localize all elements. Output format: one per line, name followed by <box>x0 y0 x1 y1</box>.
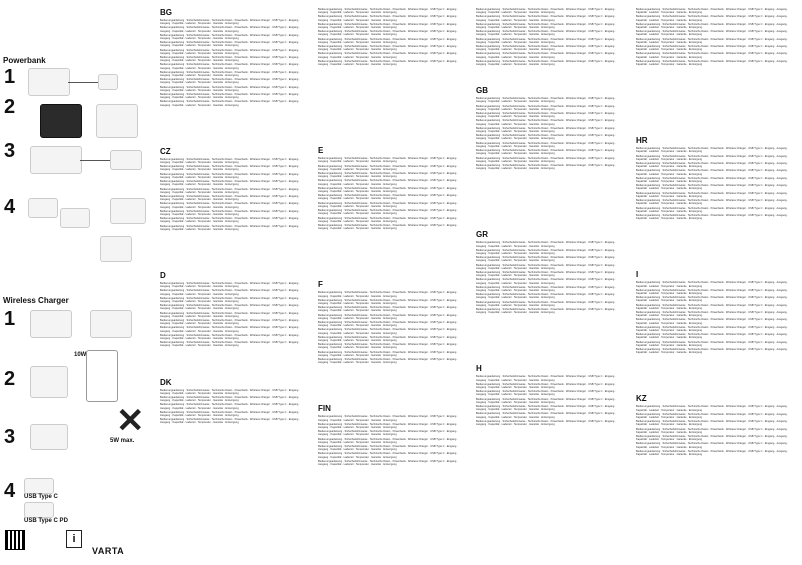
powerbank-dark <box>40 104 82 138</box>
paragraph: Bedienungsanleitung · Sicherheitshinweise · Technische Daten · Powerbank · Wireless Charger · USB Type C · Eingang · Ausgang · Kapazität · Ladezeit · Temperatur · Garantie · Entsorgung <box>318 216 458 223</box>
paragraph: Bedienungsanleitung · Sicherheitshinweise · Technische Daten · Powerbank · Wireless Charger · USB Type C · Eingang · Ausgang · Kapazität · Ladezeit · Temperatur · Garantie · Entsorgung <box>160 281 300 289</box>
paragraph: Bedienungsanleitung · Sicherheitshinweise · Technische Daten · Powerbank · Wireless Charger · USB Type C · Eingang · Ausgang · Kapazität · Ladezeit · Temperatur · Garantie · Entsorgung <box>636 45 789 52</box>
paragraph: Bedienungsanleitung · Sicherheitshinweise · Technische Daten · Powerbank · Wireless Charger · USB Type C · Eingang · Ausgang · Kapazität · Ladezeit · Temperatur · Garantie · Entsorgung <box>476 256 616 263</box>
paragraph: Bedienungsanleitung · Sicherheitshinweise · Technische Daten · Powerbank · Wireless Charger · USB Type C · Eingang · Ausgang · Kapazität · Ladezeit · Temperatur · Garantie · Entsorgung <box>636 22 789 30</box>
lang-heading: KZ <box>636 394 647 404</box>
paragraph: Bedienungsanleitung · Sicherheitshinweise · Technische Daten · Powerbank · Wireless Charger · USB Type C · Eingang · Ausgang · Kapazität · Ladezeit · Temperatur · Garantie · Entsorgung <box>636 199 789 206</box>
paragraph: Bedienungsanleitung · Sicherheitshinweise · Technische Daten · Powerbank · Wireless Charger · USB Type C · Eingang · Ausgang · Kapazität · Ladezeit · Temperatur · Garantie · Entsorgung <box>636 147 789 154</box>
paragraph: Bedienungsanleitung · Sicherheitshinweise · Technische Daten · Powerbank · Wireless Charger · USB Type C · Eingang · Ausgang · Kapazität · Ladezeit · Temperatur · Garantie · Entsorgung <box>160 333 300 340</box>
paragraph: Bedienungsanleitung · Sicherheitshinweise · Technische Daten · Powerbank · Wireless Charger · USB Type C · Eingang · Ausgang · Kapazität · Ladezeit · Temperatur · Garantie · Entsorgung <box>636 52 789 59</box>
paragraph: Bedienungsanleitung · Sicherheitshinweise · Technische Daten · Powerbank · Wireless Charger · USB Type C · Eingang · Ausgang · Kapazität · Ladezeit · Temperatur · Garantie · Entsorgung <box>476 45 616 52</box>
paragraph: Bedienungsanleitung · Sicherheitshinweise · Technische Daten · Powerbank · Wireless Charger · USB Type C · Eingang · Ausgang · Kapazität · Ladezeit · Temperatur · Garantie · Entsorgung <box>318 291 458 298</box>
paragraph: Bedienungsanleitung · Sicherheitshinweise · Technische Daten · Powerbank · Wireless Charger · USB Type C · Eingang · Ausgang · Kapazität · Ladezeit · Temperatur · Garantie · Entsorgung <box>160 157 300 165</box>
paragraph: Bedienungsanleitung · Sicherheitshinweise · Technische Daten · Powerbank · Wireless Charger · USB Type C · Eingang · Ausgang · Kapazität · Ladezeit · Temperatur · Garantie · Entsorgung <box>636 184 789 191</box>
paragraph: Bedienungsanleitung · Sicherheitshinweise · Technische Daten · Powerbank · Wireless Charger · USB Type C · Eingang · Ausgang · Kapazität · Ladezeit · Temperatur · Garantie · Entsorgung <box>318 194 458 201</box>
paragraph: Bedienungsanleitung · Sicherheitshinweise · Technische Daten · Powerbank · Wireless Charger · USB Type C · Eingang · Ausgang · Kapazität · Ladezeit · Temperatur · Garantie · Entsorgung <box>636 288 789 295</box>
paragraph: Bedienungsanleitung · Sicherheitshinweise · Technische Daten · Powerbank · Wireless Charger · USB Type C · Eingang · Ausgang · Kapazität · Ladezeit · Temperatur · Garantie · Entsorgung <box>636 15 789 22</box>
paragraph: Bedienungsanleitung · Sicherheitshinweise · Technische Daten · Powerbank · Wireless Charger · USB Type C · Eingang · Ausgang · Kapazität · Ladezeit · Temperatur · Garantie · Entsorgung <box>160 217 300 224</box>
paragraph: Bedienungsanleitung · Sicherheitshinweise · Technische Daten · Powerbank · Wireless Charger · USB Type C · Eingang · Ausgang · Kapazität · Ladezeit · Temperatur · Garantie · Entsorgung <box>636 333 789 340</box>
paragraph: Bedienungsanleitung · Sicherheitshinweise · Technische Daten · Powerbank · Wireless Charger · USB Type C · Eingang · Ausgang · Kapazität · Ladezeit · Temperatur · Garantie · Entsorgung <box>476 419 616 427</box>
paragraph: Bedienungsanleitung · Sicherheitshinweise · Technische Daten · Powerbank · Wireless Charger · USB Type C · Eingang · Ausgang · Kapazität · Ladezeit · Temperatur · Garantie · Entsorgung <box>636 169 789 176</box>
powerbank-title: Powerbank <box>3 56 46 65</box>
paragraph: Bedienungsanleitung · Sicherheitshinweise · Technische Daten · Powerbank · Wireless Charger · USB Type C · Eingang · Ausgang · Kapazität · Ladezeit · Temperatur · Garantie · Entsorgung <box>318 8 458 15</box>
text-column-3 <box>476 8 626 558</box>
text-column-2 <box>318 8 468 558</box>
paragraph: Bedienungsanleitung · Sicherheitshinweise · Technische Daten · Powerbank · Wireless Charger · USB Type C · Eingang · Ausgang · Kapazität · Ladezeit · Temperatur · Garantie · Entsorgung <box>160 326 300 333</box>
paragraph: Bedienungsanleitung · Sicherheitshinweise · Technische Daten · Powerbank · Wireless Charger · USB Type C · Eingang · Ausgang · Kapazität · Ladezeit · Temperatur · Garantie · Entsorgung <box>636 30 789 37</box>
lang-heading: GB <box>476 86 488 96</box>
lang-heading: H <box>476 364 482 374</box>
paragraph: Bedienungsanleitung · Sicherheitshinweise · Technische Daten · Powerbank · Wireless Charger · USB Type C · Eingang · Ausgang · Kapazität · Ladezeit · Temperatur · Garantie · Entsorgung <box>160 19 300 26</box>
paragraph: Bedienungsanleitung · Sicherheitshinweise · Technische Daten · Powerbank · Wireless Charger · USB Type C · Eingang · Ausgang · Kapazität · Ladezeit · Temperatur · Garantie · Entsorgung <box>636 449 789 457</box>
paragraph: Bedienungsanleitung · Sicherheitshinweise · Technische Daten · Powerbank · Wireless Charger · USB Type C · Eingang · Ausgang · Kapazität · Ladezeit · Temperatur · Garantie · Entsorgung <box>318 328 458 335</box>
label-10w: 10W <box>74 352 87 358</box>
lang-heading: FIN <box>318 404 331 414</box>
paragraph: Bedienungsanleitung · Sicherheitshinweise · Technische Daten · Powerbank · Wireless Charger · USB Type C · Eingang · Ausgang · Kapazität · Ladezeit · Temperatur · Garantie · Entsorgung <box>160 403 300 410</box>
paragraph: Bedienungsanleitung · Sicherheitshinweise · Technische Daten · Powerbank · Wireless Charger · USB Type C · Eingang · Ausgang · Kapazität · Ladezeit · Temperatur · Garantie · Entsorgung <box>476 300 616 307</box>
cross-icon: ✕ <box>116 402 145 440</box>
step-3: 3 <box>4 140 16 162</box>
paragraph: Bedienungsanleitung · Sicherheitshinweise · Technische Daten · Powerbank · Wireless Charger · USB Type C · Eingang · Ausgang · Kapazität · Ladezeit · Temperatur · Garantie · Entsorgung <box>476 390 616 397</box>
device-b <box>60 208 90 228</box>
wireless-charge <box>30 366 68 398</box>
lang-heading: BG <box>160 8 172 17</box>
qr-code <box>5 530 25 550</box>
cable <box>68 82 98 83</box>
paragraph: Bedienungsanleitung · Sicherheitshinweise · Technische Daten · Powerbank · Wireless Charger · USB Type C · Eingang · Ausgang · Kapazität · Ladezeit · Temperatur · Garantie · Entsorgung <box>318 430 458 437</box>
paragraph: Bedienungsanleitung · Sicherheitshinweise · Technische Daten · Powerbank · Wireless Charger · USB Type C · Eingang · Ausgang · Kapazität · Ladezeit · Temperatur · Garantie · Entsorgung <box>160 26 300 33</box>
paragraph: Bedienungsanleitung · Sicherheitshinweise · Technische Daten · Powerbank · Wireless Charger · USB Type C · Eingang · Ausgang · Kapazität · Ladezeit · Temperatur · Garantie · Entsorgung <box>636 37 789 44</box>
wireless-step-3: 3 <box>4 426 16 448</box>
paragraph: Bedienungsanleitung · Sicherheitshinweise · Technische Daten · Powerbank · Wireless Charger · USB Type C · Eingang · Ausgang · Kapazität · Ladezeit · Temperatur · Garantie · Entsorgung <box>476 104 616 111</box>
paragraph: Bedienungsanleitung · Sicherheitshinweise · Technische Daten · Powerbank · Wireless Charger · USB Type C · Eingang · Ausgang · Kapazität · Ladezeit · Temperatur · Garantie · Entsorgung <box>476 30 616 37</box>
label-usb-c-pd: USB Type C PD <box>24 518 68 524</box>
device-a <box>28 198 58 218</box>
paragraph: Bedienungsanleitung · Sicherheitshinweise · Technische Daten · Powerbank · Wireless Charger · USB Type C · Eingang · Ausgang · Kapazität · Ladezeit · Temperatur · Garantie · Entsorgung <box>318 164 458 171</box>
wireless-title: Wireless Charger <box>3 296 69 305</box>
paragraph: Bedienungsanleitung · Sicherheitshinweise · Technische Daten · Powerbank · Wireless Charger · USB Type C · Eingang · Ausgang · Kapazität · Ladezeit · Temperatur · Garantie · Entsorgung <box>476 126 616 134</box>
paragraph: Bedienungsanleitung · Sicherheitshinweise · Technische Daten · Powerbank · Wireless Charger · USB Type C · Eingang · Ausgang · Kapazität · Ladezeit · Temperatur · Garantie · Entsorgung <box>318 179 458 186</box>
paragraph: Bedienungsanleitung · Sicherheitshinweise · Technische Daten · Powerbank · Wireless Charger · USB Type C · Eingang · Ausgang · Kapazität · Ladezeit · Temperatur · Garantie · Entsorgung <box>476 382 616 389</box>
paragraph: Bedienungsanleitung · Sicherheitshinweise · Technische Daten · Powerbank · Wireless Charger · USB Type C · Eingang · Ausgang · Kapazität · Ladezeit · Temperatur · Garantie · Entsorgung <box>160 165 300 172</box>
paragraph: Bedienungsanleitung · Sicherheitshinweise · Technische Daten · Powerbank · Wireless Charger · USB Type C · Eingang · Ausgang · Kapazität · Ladezeit · Temperatur · Garantie · Entsorgung <box>160 209 300 216</box>
text-column-4 <box>636 8 796 558</box>
usb-device-1 <box>24 478 54 494</box>
wireless-step-2: 2 <box>4 368 16 390</box>
lang-heading: E <box>318 146 324 156</box>
paragraph: Bedienungsanleitung · Sicherheitshinweise · Technische Daten · Powerbank · Wireless Charger · USB Type C · Eingang · Ausgang · Kapazität · Ladezeit · Temperatur · Garantie · Entsorgung <box>318 313 458 320</box>
paragraph: Bedienungsanleitung · Sicherheitshinweise · Technische Daten · Powerbank · Wireless Charger · USB Type C · Eingang · Ausgang · Kapazität · Ladezeit · Temperatur · Garantie · Entsorgung <box>636 405 789 412</box>
paragraph: Bedienungsanleitung · Sicherheitshinweise · Technische Daten · Powerbank · Wireless Charger · USB Type C · Eingang · Ausgang · Kapazität · Ladezeit · Temperatur · Garantie · Entsorgung <box>636 325 789 332</box>
paragraph: Bedienungsanleitung · Sicherheitshinweise · Technische Daten · Powerbank · Wireless Charger · USB Type C · Eingang · Ausgang · Kapazität · Ladezeit · Temperatur · Garantie · Entsorgung <box>318 437 458 444</box>
paragraph: Bedienungsanleitung · Sicherheitshinweise · Technische Daten · Powerbank · Wireless Charger · USB Type C · Eingang · Ausgang · Kapazität · Ladezeit · Temperatur · Garantie · Entsorgung <box>636 191 789 198</box>
paragraph: Bedienungsanleitung · Sicherheitshinweise · Technische Daten · Powerbank · Wireless Charger · USB Type C · Eingang · Ausgang · Kapazität · Ladezeit · Temperatur · Garantie · Entsorgung <box>318 30 458 37</box>
usb-device-2 <box>24 502 54 518</box>
wireless-step-4: 4 <box>4 480 16 502</box>
paragraph: Bedienungsanleitung · Sicherheitshinweise · Technische Daten · Powerbank · Wireless Charger · USB Type C · Eingang · Ausgang · Kapazität · Ladezeit · Temperatur · Garantie · Entsorgung <box>318 52 458 59</box>
paragraph: Bedienungsanleitung · Sicherheitshinweise · Technische Daten · Powerbank · Wireless Charger · USB Type C · Eingang · Ausgang · Kapazität · Ladezeit · Temperatur · Garantie · Entsorgung <box>318 172 458 179</box>
paragraph: Bedienungsanleitung · Sicherheitshinweise · Technische Daten · Powerbank · Wireless Charger · USB Type C · Eingang · Ausgang · Kapazität · Ladezeit · Temperatur · Garantie · Entsorgung <box>476 375 616 382</box>
paragraph: Bedienungsanleitung · Sicherheitshinweise · Technische Daten · Powerbank · Wireless Charger · USB Type C · Eingang · Ausgang · Kapazität · Ladezeit · Temperatur · Garantie · Entsorgung <box>476 405 616 412</box>
paragraph: Bedienungsanleitung · Sicherheitshinweise · Technische Daten · Powerbank · Wireless Charger · USB Type C · Eingang · Ausgang · Kapazität · Ladezeit · Temperatur · Garantie · Entsorgung <box>476 163 616 171</box>
paragraph: Bedienungsanleitung · Sicherheitshinweise · Technische Daten · Powerbank · Wireless Charger · USB Type C · Eingang · Ausgang · Kapazität · Ladezeit · Temperatur · Garantie · Entsorgung <box>160 296 300 303</box>
paragraph: Bedienungsanleitung · Sicherheitshinweise · Technische Daten · Powerbank · Wireless Charger · USB Type C · Eingang · Ausgang · Kapazität · Ladezeit · Temperatur · Garantie · Entsorgung <box>476 241 616 248</box>
paragraph: Bedienungsanleitung · Sicherheitshinweise · Technische Daten · Powerbank · Wireless Charger · USB Type C · Eingang · Ausgang · Kapazität · Ladezeit · Temperatur · Garantie · Entsorgung <box>476 37 616 44</box>
paragraph: Bedienungsanleitung · Sicherheitshinweise · Technische Daten · Powerbank · Wireless Charger · USB Type C · Eingang · Ausgang · Kapazität · Ladezeit · Temperatur · Garantie · Entsorgung <box>160 410 300 418</box>
paragraph: Bedienungsanleitung · Sicherheitshinweise · Technische Daten · Powerbank · Wireless Charger · USB Type C · Eingang · Ausgang · Kapazität · Ladezeit · Temperatur · Garantie · Entsorgung <box>636 281 789 288</box>
paragraph: Bedienungsanleitung · Sicherheitshinweise · Technische Daten · Powerbank · Wireless Charger · USB Type C · Eingang · Ausgang · Kapazität · Ladezeit · Temperatur · Garantie · Entsorgung <box>160 180 300 187</box>
step-2: 2 <box>4 96 16 118</box>
paragraph: Bedienungsanleitung · Sicherheitshinweise · Technische Daten · Powerbank · Wireless Charger · USB Type C · Eingang · Ausgang · Kapazität · Ladezeit · Temperatur · Garantie · Entsorgung <box>476 22 616 30</box>
paragraph: Bedienungsanleitung · Sicherheitshinweise · Technische Daten · Powerbank · Wireless Charger · USB Type C · Eingang · Ausgang · Kapazität · Ladezeit · Temperatur · Garantie · Entsorgung <box>318 350 458 357</box>
paragraph: Bedienungsanleitung · Sicherheitshinweise · Technische Daten · Powerbank · Wireless Charger · USB Type C · Eingang · Ausgang · Kapazität · Ladezeit · Temperatur · Garantie · Entsorgung <box>636 435 789 442</box>
paragraph: Bedienungsanleitung · Sicherheitshinweise · Technische Daten · Powerbank · Wireless Charger · USB Type C · Eingang · Ausgang · Kapazität · Ladezeit · Temperatur · Garantie · Entsorgung <box>318 223 458 231</box>
step-4: 4 <box>4 196 16 218</box>
powerbank-charge <box>30 146 82 174</box>
paragraph: Bedienungsanleitung · Sicherheitshinweise · Technische Daten · Powerbank · Wireless Charger · USB Type C · Eingang · Ausgang · Kapazität · Ladezeit · Temperatur · Garantie · Entsorgung <box>318 186 458 194</box>
paragraph: Bedienungsanleitung · Sicherheitshinweise · Technische Daten · Powerbank · Wireless Charger · USB Type C · Eingang · Ausgang · Kapazität · Ladezeit · Temperatur · Garantie · Entsorgung <box>318 422 458 429</box>
paragraph: Bedienungsanleitung · Sicherheitshinweise · Technische Daten · Powerbank · Wireless Charger · USB Type C · Eingang · Ausgang · Kapazität · Ladezeit · Temperatur · Garantie · Entsorgung <box>476 59 616 67</box>
paragraph: Bedienungsanleitung · Sicherheitshinweise · Technische Daten · Powerbank · Wireless Charger · USB Type C · Eingang · Ausgang · Kapazität · Ladezeit · Temperatur · Garantie · Entsorgung <box>476 149 616 156</box>
paragraph: Bedienungsanleitung · Sicherheitshinweise · Technische Daten · Powerbank · Wireless Charger · USB Type C · Eingang · Ausgang · Kapazität · Ladezeit · Temperatur · Garantie · Entsorgung <box>636 420 789 427</box>
paragraph: Bedienungsanleitung · Sicherheitshinweise · Technische Daten · Powerbank · Wireless Charger · USB Type C · Eingang · Ausgang · Kapazität · Ladezeit · Temperatur · Garantie · Entsorgung <box>636 427 789 434</box>
varta-logo: VARTA <box>92 546 125 556</box>
paragraph: Bedienungsanleitung · Sicherheitshinweise · Technische Daten · Powerbank · Wireless Charger · USB Type C · Eingang · Ausgang · Kapazität · Ladezeit · Temperatur · Garantie · Entsorgung <box>160 56 300 63</box>
paragraph: Bedienungsanleitung · Sicherheitshinweise · Technische Daten · Powerbank · Wireless Charger · USB Type C · Eingang · Ausgang · Kapazität · Ladezeit · Temperatur · Garantie · Entsorgung <box>160 396 300 403</box>
paragraph: Bedienungsanleitung · Sicherheitshinweise · Technische Daten · Powerbank · Wireless Charger · USB Type C · Eingang · Ausgang · Kapazität · Ladezeit · Temperatur · Garantie · Entsorgung <box>318 59 458 67</box>
lang-heading: CZ <box>160 146 171 156</box>
paragraph: Bedienungsanleitung · Sicherheitshinweise · Technische Daten · Powerbank · Wireless Charger · USB Type C · Eingang · Ausgang · Kapazität · Ladezeit · Temperatur · Garantie · Entsorgung <box>318 298 458 305</box>
paragraph: Bedienungsanleitung · Sicherheitshinweise · Technische Daten · Powerbank · Wireless Charger · USB Type C · Eingang · Ausgang · Kapazität · Ladezeit · Temperatur · Garantie · Entsorgung <box>476 141 616 148</box>
illustration-column <box>0 0 150 565</box>
paragraph: Bedienungsanleitung · Sicherheitshinweise · Technische Daten · Powerbank · Wireless Charger · USB Type C · Eingang · Ausgang · Kapazität · Ladezeit · Temperatur · Garantie · Entsorgung <box>160 33 300 41</box>
paragraph: Bedienungsanleitung · Sicherheitshinweise · Technische Daten · Powerbank · Wireless Charger · USB Type C · Eingang · Ausgang · Kapazität · Ladezeit · Temperatur · Garantie · Entsorgung <box>476 134 616 141</box>
wireless-pad-3 <box>30 424 68 450</box>
paragraph: Bedienungsanleitung · Sicherheitshinweise · Technische Daten · Powerbank · Wireless Charger · USB Type C · Eingang · Ausgang · Kapazität · Ladezeit · Temperatur · Garantie · Entsorgung <box>160 388 300 395</box>
paragraph: Bedienungsanleitung · Sicherheitshinweise · Technische Daten · Powerbank · Wireless Charger · USB Type C · Eingang · Ausgang · Kapazität · Ladezeit · Temperatur · Garantie · Entsorgung <box>636 442 789 449</box>
paragraph: Bedienungsanleitung · Sicherheitshinweise · Technische Daten · Powerbank · Wireless Charger · USB Type C · Eingang · Ausgang · Kapazität · Ladezeit · Temperatur · Garantie · Entsorgung <box>636 176 789 184</box>
paragraph: Bedienungsanleitung · Sicherheitshinweise · Technische Daten · Powerbank · Wireless Charger · USB Type C · Eingang · Ausgang · Kapazität · Ladezeit · Temperatur · Garantie · Entsorgung <box>636 213 789 221</box>
paragraph: Bedienungsanleitung · Sicherheitshinweise · Technische Daten · Powerbank · Wireless Charger · USB Type C · Eingang · Ausgang · Kapazität · Ladezeit · Temperatur · Garantie · Entsorgung <box>636 318 789 325</box>
paragraph: Bedienungsanleitung · Sicherheitshinweise · Technische Daten · Powerbank · Wireless Charger · USB Type C · Eingang · Ausgang · Kapazität · Ladezeit · Temperatur · Garantie · Entsorgung <box>318 45 458 52</box>
paragraph: Bedienungsanleitung · Sicherheitshinweise · Technische Daten · Powerbank · Wireless Charger · USB Type C · Eingang · Ausgang · Kapazität · Ladezeit · Temperatur · Garantie · Entsorgung <box>476 293 616 300</box>
paragraph: Bedienungsanleitung · Sicherheitshinweise · Technische Daten · Powerbank · Wireless Charger · USB Type C · Eingang · Ausgang · Kapazität · Ladezeit · Temperatur · Garantie · Entsorgung <box>476 52 616 59</box>
wireless-step-1: 1 <box>4 308 16 330</box>
lang-heading: DK <box>160 377 172 387</box>
paragraph: Bedienungsanleitung · Sicherheitshinweise · Technische Daten · Powerbank · Wireless Charger · USB Type C · Eingang · Ausgang · Kapazität · Ladezeit · Temperatur · Garantie · Entsorgung <box>476 156 616 163</box>
paragraph: Bedienungsanleitung · Sicherheitshinweise · Technische Daten · Powerbank · Wireless Charger · USB Type C · Eingang · Ausgang · Kapazität · Ladezeit · Temperatur · Garantie · Entsorgung <box>476 248 616 255</box>
label-usb-c: USB Type C <box>24 494 58 500</box>
paragraph: Bedienungsanleitung · Sicherheitshinweise · Technische Daten · Powerbank · Wireless Charger · USB Type C · Eingang · Ausgang · Kapazität · Ladezeit · Temperatur · Garantie · Entsorgung <box>636 340 789 347</box>
paragraph: Bedienungsanleitung · Sicherheitshinweise · Technische Daten · Powerbank · Wireless Charger · USB Type C · Eingang · Ausgang · Kapazität · Ladezeit · Temperatur · Garantie · Entsorgung <box>160 187 300 194</box>
paragraph: Bedienungsanleitung · Sicherheitshinweise · Technische Daten · Powerbank · Wireless Charger · USB Type C · Eingang · Ausgang · Kapazität · Ladezeit · Temperatur · Garantie · Entsorgung <box>318 157 458 164</box>
lang-heading: HR <box>636 136 648 146</box>
paragraph: Bedienungsanleitung · Sicherheitshinweise · Technische Daten · Powerbank · Wireless Charger · USB Type C · Eingang · Ausgang · Kapazität · Ladezeit · Temperatur · Garantie · Entsorgung <box>636 310 789 318</box>
paragraph: Bedienungsanleitung · Sicherheitshinweise · Technische Daten · Powerbank · Wireless Charger · USB Type C · Eingang · Ausgang · Kapazität · Ladezeit · Temperatur · Garantie · Entsorgung <box>160 341 300 348</box>
paragraph: Bedienungsanleitung · Sicherheitshinweise · Technische Daten · Powerbank · Wireless Charger · USB Type C · Eingang · Ausgang · Kapazität · Ladezeit · Temperatur · Garantie · Entsorgung <box>318 335 458 342</box>
paragraph: Bedienungsanleitung · Sicherheitshinweise · Technische Daten · Powerbank · Wireless Charger · USB Type C · Eingang · Ausgang · Kapazität · Ladezeit · Temperatur · Garantie · Entsorgung <box>160 194 300 202</box>
paragraph: Bedienungsanleitung · Sicherheitshinweise · Technische Daten · Powerbank · Wireless Charger · USB Type C · Eingang · Ausgang · Kapazität · Ladezeit · Temperatur · Garantie · Entsorgung <box>636 154 789 161</box>
paragraph: Bedienungsanleitung · Sicherheitshinweise · Technische Daten · Powerbank · Wireless Charger · USB Type C · Eingang · Ausgang · Kapazität · Ladezeit · Temperatur · Garantie · Entsorgung <box>476 8 616 15</box>
paragraph: Bedienungsanleitung · Sicherheitshinweise · Technische Daten · Powerbank · Wireless Charger · USB Type C · Eingang · Ausgang · Kapazität · Ladezeit · Temperatur · Garantie · Entsorgung <box>318 15 458 22</box>
paragraph: Bedienungsanleitung · Sicherheitshinweise · Technische Daten · Powerbank · Wireless Charger · USB Type C · Eingang · Ausgang · Kapazität · Ladezeit · Temperatur · Garantie · Entsorgung <box>636 412 789 419</box>
paragraph: Bedienungsanleitung · Sicherheitshinweise · Technische Daten · Powerbank · Wireless Charger · USB Type C · Eingang · Ausgang · Kapazität · Ladezeit · Temperatur · Garantie · Entsorgung <box>318 445 458 452</box>
paragraph: Bedienungsanleitung · Sicherheitshinweise · Technische Daten · Powerbank · Wireless Charger · USB Type C · Eingang · Ausgang · Kapazität · Ladezeit · Temperatur · Garantie · Entsorgung <box>160 304 300 311</box>
paragraph: Bedienungsanleitung · Sicherheitshinweise · Technische Daten · Powerbank · Wireless Charger · USB Type C · Eingang · Ausgang · Kapazität · Ladezeit · Temperatur · Garantie · Entsorgung <box>476 112 616 119</box>
lang-heading: I <box>636 270 639 280</box>
paragraph: Bedienungsanleitung · Sicherheitshinweise · Technische Daten · Powerbank · Wireless Charger · USB Type C · Eingang · Ausgang · Kapazität · Ladezeit · Temperatur · Garantie · Entsorgung <box>160 48 300 55</box>
paragraph: Bedienungsanleitung · Sicherheitshinweise · Technische Daten · Powerbank · Wireless Charger · USB Type C · Eingang · Ausgang · Kapazität · Ladezeit · Temperatur · Garantie · Entsorgung <box>160 418 300 425</box>
paragraph: Bedienungsanleitung · Sicherheitshinweise · Technische Daten · Powerbank · Wireless Charger · USB Type C · Eingang · Ausgang · Kapazität · Ladezeit · Temperatur · Garantie · Entsorgung <box>160 172 300 179</box>
paragraph: Bedienungsanleitung · Sicherheitshinweise · Technische Daten · Powerbank · Wireless Charger · USB Type C · Eingang · Ausgang · Kapazität · Ladezeit · Temperatur · Garantie · Entsorgung <box>636 296 789 303</box>
paragraph: Bedienungsanleitung · Sicherheitshinweise · Technische Daten · Powerbank · Wireless Charger · USB Type C · Eingang · Ausgang · Kapazität · Ladezeit · Temperatur · Garantie · Entsorgung <box>160 202 300 209</box>
paragraph: Bedienungsanleitung · Sicherheitshinweise · Technische Daten · Powerbank · Wireless Charger · USB Type C · Eingang · Ausgang · Kapazität · Ladezeit · Temperatur · Garantie · Entsorgung <box>318 37 458 44</box>
paragraph: Bedienungsanleitung · Sicherheitshinweise · Technische Daten · Powerbank · Wireless Charger · USB Type C · Eingang · Ausgang · Kapazität · Ladezeit · Temperatur · Garantie · Entsorgung <box>160 63 300 70</box>
paragraph: Bedienungsanleitung · Sicherheitshinweise · Technische Daten · Powerbank · Wireless Charger · USB Type C · Eingang · Ausgang · Kapazität · Ladezeit · Temperatur · Garantie · Entsorgung <box>160 41 300 48</box>
lang-heading: F <box>318 280 323 290</box>
paragraph: Bedienungsanleitung · Sicherheitshinweise · Technische Daten · Powerbank · Wireless Charger · USB Type C · Eingang · Ausgang · Kapazität · Ladezeit · Temperatur · Garantie · Entsorgung <box>318 201 458 208</box>
paragraph: Bedienungsanleitung · Sicherheitshinweise · Technische Daten · Powerbank · Wireless Charger · USB Type C · Eingang · Ausgang · Kapazität · Ladezeit · Temperatur · Garantie · Entsorgung <box>636 8 789 15</box>
paragraph: Bedienungsanleitung · Sicherheitshinweise · Technische Daten · Powerbank · Wireless Charger · USB Type C · Eingang · Ausgang · Kapazität · Ladezeit · Temperatur · Garantie · Entsorgung <box>160 224 300 231</box>
wireless-pad-2 <box>90 310 132 338</box>
powerbank-illustration <box>28 68 70 96</box>
paragraph: Bedienungsanleitung · Sicherheitshinweise · Technische Daten · Powerbank · Wireless Charger · USB Type C · Eingang · Ausgang · Kapazität · Ladezeit · Temperatur · Garantie · Entsorgung <box>160 289 300 296</box>
paragraph: Bedienungsanleitung · Sicherheitshinweise · Technische Daten · Powerbank · Wireless Charger · USB Type C · Eingang · Ausgang · Kapazität · Ladezeit · Temperatur · Garantie · Entsorgung <box>318 320 458 328</box>
paragraph: Bedienungsanleitung · Sicherheitshinweise · Technische Daten · Powerbank · Wireless Charger · USB Type C · Eingang · Ausgang · Kapazität · Ladezeit · Temperatur · Garantie · Entsorgung <box>160 93 300 100</box>
paragraph: Bedienungsanleitung · Sicherheitshinweise · Technische Daten · Powerbank · Wireless Charger · USB Type C · Eingang · Ausgang · Kapazität · Ladezeit · Temperatur · Garantie · Entsorgung <box>476 412 616 419</box>
charger-illustration <box>98 74 118 90</box>
step-1: 1 <box>4 66 16 88</box>
paragraph: Bedienungsanleitung · Sicherheitshinweise · Technische Daten · Powerbank · Wireless Charger · USB Type C · Eingang · Ausgang · Kapazität · Ladezeit · Temperatur · Garantie · Entsorgung <box>318 343 458 350</box>
paragraph: Bedienungsanleitung · Sicherheitshinweise · Technische Daten · Powerbank · Wireless Charger · USB Type C · Eingang · Ausgang · Kapazität · Ladezeit · Temperatur · Garantie · Entsorgung <box>160 78 300 85</box>
paragraph: Bedienungsanleitung · Sicherheitshinweise · Technische Daten · Powerbank · Wireless Charger · USB Type C · Eingang · Ausgang · Kapazität · Ladezeit · Temperatur · Garantie · Entsorgung <box>476 307 616 315</box>
paragraph: Bedienungsanleitung · Sicherheitshinweise · Technische Daten · Powerbank · Wireless Charger · USB Type C · Eingang · Ausgang · Kapazität · Ladezeit · Temperatur · Garantie · Entsorgung <box>636 162 789 169</box>
paragraph: Bedienungsanleitung · Sicherheitshinweise · Technische Daten · Powerbank · Wireless Charger · USB Type C · Eingang · Ausgang · Kapazität · Ladezeit · Temperatur · Garantie · Entsorgung <box>476 15 616 22</box>
device-d <box>100 236 132 262</box>
paragraph: Bedienungsanleitung · Sicherheitshinweise · Technische Daten · Powerbank · Wireless Charger · USB Type C · Eingang · Ausgang · Kapazität · Ladezeit · Temperatur · Garantie · Entsorgung <box>160 318 300 326</box>
paragraph: Bedienungsanleitung · Sicherheitshinweise · Technische Daten · Powerbank · Wireless Charger · USB Type C · Eingang · Ausgang · Kapazität · Ladezeit · Temperatur · Garantie · Entsorgung <box>318 415 458 422</box>
info-icon: i <box>66 530 82 548</box>
paragraph: Bedienungsanleitung · Sicherheitshinweise · Technische Daten · Powerbank · Wireless Charger · USB Type C · Eingang · Ausgang · Kapazität · Ladezeit · Temperatur · Garantie · Entsorgung <box>318 22 458 30</box>
paragraph: Bedienungsanleitung · Sicherheitshinweise · Technische Daten · Powerbank · Wireless Charger · USB Type C · Eingang · Ausgang · Kapazität · Ladezeit · Temperatur · Garantie · Entsorgung <box>476 285 616 292</box>
powerbank-led <box>110 150 142 170</box>
wireless-pad <box>30 310 72 338</box>
paragraph: Bedienungsanleitung · Sicherheitshinweise · Technische Daten · Powerbank · Wireless Charger · USB Type C · Eingang · Ausgang · Kapazität · Ladezeit · Temperatur · Garantie · Entsorgung <box>318 306 458 313</box>
paragraph: Bedienungsanleitung · Sicherheitshinweise · Technische Daten · Powerbank · Wireless Charger · USB Type C · Eingang · Ausgang · Kapazität · Ladezeit · Temperatur · Garantie · Entsorgung <box>160 70 300 78</box>
phone-illustration <box>86 350 118 402</box>
paragraph: Bedienungsanleitung · Sicherheitshinweise · Technische Daten · Powerbank · Wireless Charger · USB Type C · Eingang · Ausgang · Kapazität · Ladezeit · Temperatur · Garantie · Entsorgung <box>636 347 789 355</box>
paragraph: Bedienungsanleitung · Sicherheitshinweise · Technische Daten · Powerbank · Wireless Charger · USB Type C · Eingang · Ausgang · Kapazität · Ladezeit · Temperatur · Garantie · Entsorgung <box>476 278 616 285</box>
paragraph: Bedienungsanleitung · Sicherheitshinweise · Technische Daten · Powerbank · Wireless Charger · USB Type C · Eingang · Ausgang · Kapazität · Ladezeit · Temperatur · Garantie · Entsorgung <box>476 397 616 404</box>
lang-heading: D <box>160 270 166 280</box>
powerbank-light <box>96 104 138 138</box>
label-5w: 5W max. <box>110 438 135 444</box>
paragraph: Bedienungsanleitung · Sicherheitshinweise · Technische Daten · Powerbank · Wireless Charger · USB Type C · Eingang · Ausgang · Kapazität · Ladezeit · Temperatur · Garantie · Entsorgung <box>636 59 789 67</box>
paragraph: Bedienungsanleitung · Sicherheitshinweise · Technische Daten · Powerbank · Wireless Charger · USB Type C · Eingang · Ausgang · Kapazität · Ladezeit · Temperatur · Garantie · Entsorgung <box>318 452 458 459</box>
paragraph: Bedienungsanleitung · Sicherheitshinweise · Technische Daten · Powerbank · Wireless Charger · USB Type C · Eingang · Ausgang · Kapazität · Ladezeit · Temperatur · Garantie · Entsorgung <box>636 206 789 213</box>
paragraph: Bedienungsanleitung · Sicherheitshinweise · Technische Daten · Powerbank · Wireless Charger · USB Type C · Eingang · Ausgang · Kapazität · Ladezeit · Temperatur · Garantie · Entsorgung <box>476 119 616 126</box>
paragraph: Bedienungsanleitung · Sicherheitshinweise · Technische Daten · Powerbank · Wireless Charger · USB Type C · Eingang · Ausgang · Kapazität · Ladezeit · Temperatur · Garantie · Entsorgung <box>636 303 789 310</box>
paragraph: Bedienungsanleitung · Sicherheitshinweise · Technische Daten · Powerbank · Wireless Charger · USB Type C · Eingang · Ausgang · Kapazität · Ladezeit · Temperatur · Garantie · Entsorgung <box>160 85 300 92</box>
paragraph: Bedienungsanleitung · Sicherheitshinweise · Technische Daten · Powerbank · Wireless Charger · USB Type C · Eingang · Ausgang · Kapazität · Ladezeit · Temperatur · Garantie · Entsorgung <box>476 97 616 104</box>
paragraph: Bedienungsanleitung · Sicherheitshinweise · Technische Daten · Powerbank · Wireless Charger · USB Type C · Eingang · Ausgang · Kapazität · Ladezeit · Temperatur · Garantie · Entsorgung <box>476 270 616 278</box>
paragraph: Bedienungsanleitung · Sicherheitshinweise · Technische Daten · Powerbank · Wireless Charger · USB Type C · Eingang · Ausgang · Kapazität · Ladezeit · Temperatur · Garantie · Entsorgung <box>318 459 458 467</box>
paragraph: Bedienungsanleitung · Sicherheitshinweise · Technische Daten · Powerbank · Wireless Charger · USB Type C · Eingang · Ausgang · Kapazität · Ladezeit · Temperatur · Garantie · Entsorgung <box>476 263 616 270</box>
paragraph: Bedienungsanleitung · Sicherheitshinweise · Technische Daten · Powerbank · Wireless Charger · USB Type C · Eingang · Ausgang · Kapazität · Ladezeit · Temperatur · Garantie · Entsorgung <box>160 100 300 107</box>
paragraph: Bedienungsanleitung · Sicherheitshinweise · Technische Daten · Powerbank · Wireless Charger · USB Type C · Eingang · Ausgang · Kapazität · Ladezeit · Temperatur · Garantie · Entsorgung <box>160 311 300 318</box>
text-column-1 <box>160 8 310 558</box>
paragraph: Bedienungsanleitung · Sicherheitshinweise · Technische Daten · Powerbank · Wireless Charger · USB Type C · Eingang · Ausgang · Kapazität · Ladezeit · Temperatur · Garantie · Entsorgung <box>318 357 458 365</box>
device-c <box>110 198 146 224</box>
cable <box>80 160 110 161</box>
paragraph: Bedienungsanleitung · Sicherheitshinweise · Technische Daten · Powerbank · Wireless Charger · USB Type C · Eingang · Ausgang · Kapazität · Ladezeit · Temperatur · Garantie · Entsorgung <box>318 209 458 216</box>
lang-heading: GR <box>476 230 488 240</box>
